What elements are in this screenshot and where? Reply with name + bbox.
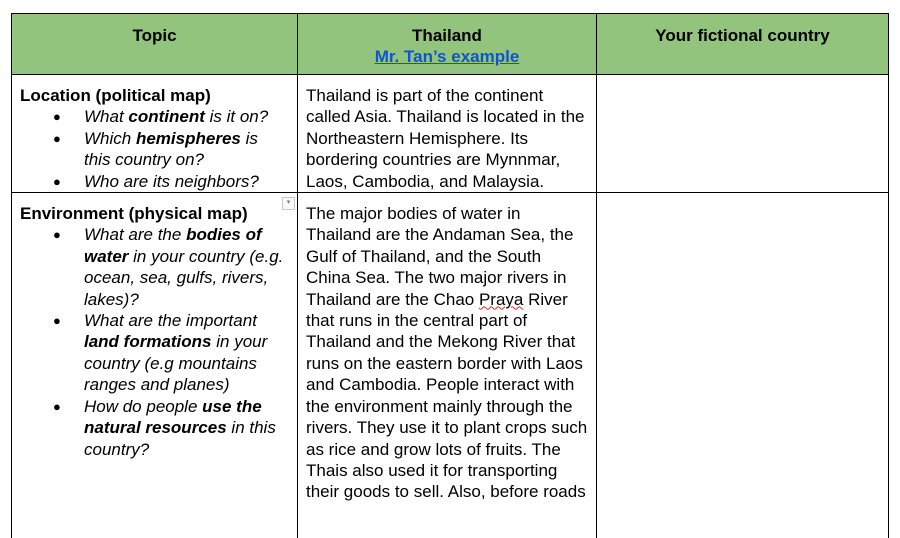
header-row (12, 14, 889, 75)
header-fictional: Your fictional country (597, 14, 889, 75)
thailand-heading: Thailand (412, 26, 482, 45)
question-list (20, 224, 289, 459)
topic-cell-location[interactable] (12, 75, 298, 193)
fictional-cell-location[interactable] (597, 75, 889, 193)
table-row (12, 75, 889, 193)
question-item: ● What are the important land formations in your country (e.g mountains ranges and planes) (20, 310, 289, 396)
question-item: ● Which hemispheres is this country on? (20, 128, 289, 171)
topic-title: Location (political map) (20, 86, 211, 105)
chevron-down-icon[interactable]: ▾ (282, 197, 295, 210)
thailand-cell-environment[interactable]: The major bodies of water in Thailand are the Andaman Sea, the Gulf of Thailand, and the South China Sea. The two major rivers in Thailand are the Chao Praya River that runs in the central part of Thailand and the Mekong River that runs on the eastern border with Laos and Cambodia. People interact with the environment mainly through the rivers. They use it to plant crops such as rice and grow lots of fruits. The Thais also used it for transporting their goods to sell. Also, before roads (298, 193, 597, 538)
question-item: ● What are the bodies of water in your country (e.g. ocean, sea, gulfs, rivers, lakes)? (20, 224, 289, 310)
question-item: ● How do people use the natural resources in this country? (20, 396, 289, 460)
topic-title: Environment (physical map) (20, 204, 248, 224)
question-list (20, 106, 289, 192)
spelling-error-mark[interactable]: Praya (478, 289, 524, 309)
question-item: ● What continent is it on? (20, 106, 289, 127)
header-thailand (298, 14, 597, 75)
topic-cell-environment[interactable] (12, 193, 298, 538)
question-item: ● Who are its neighbors? (20, 171, 289, 192)
header-topic: Topic (12, 14, 298, 75)
worksheet-table (11, 13, 889, 538)
thailand-cell-location[interactable]: Thailand is part of the continent called Asia. Thailand is located in the Northeastern Hemisphere. Its bordering countries are Mynnmar, Laos, Cambodia, and Malaysia. (298, 75, 597, 193)
fictional-cell-environment[interactable] (597, 193, 889, 538)
table-row (12, 193, 889, 538)
example-link[interactable]: Mr. Tan’s example (374, 47, 520, 66)
